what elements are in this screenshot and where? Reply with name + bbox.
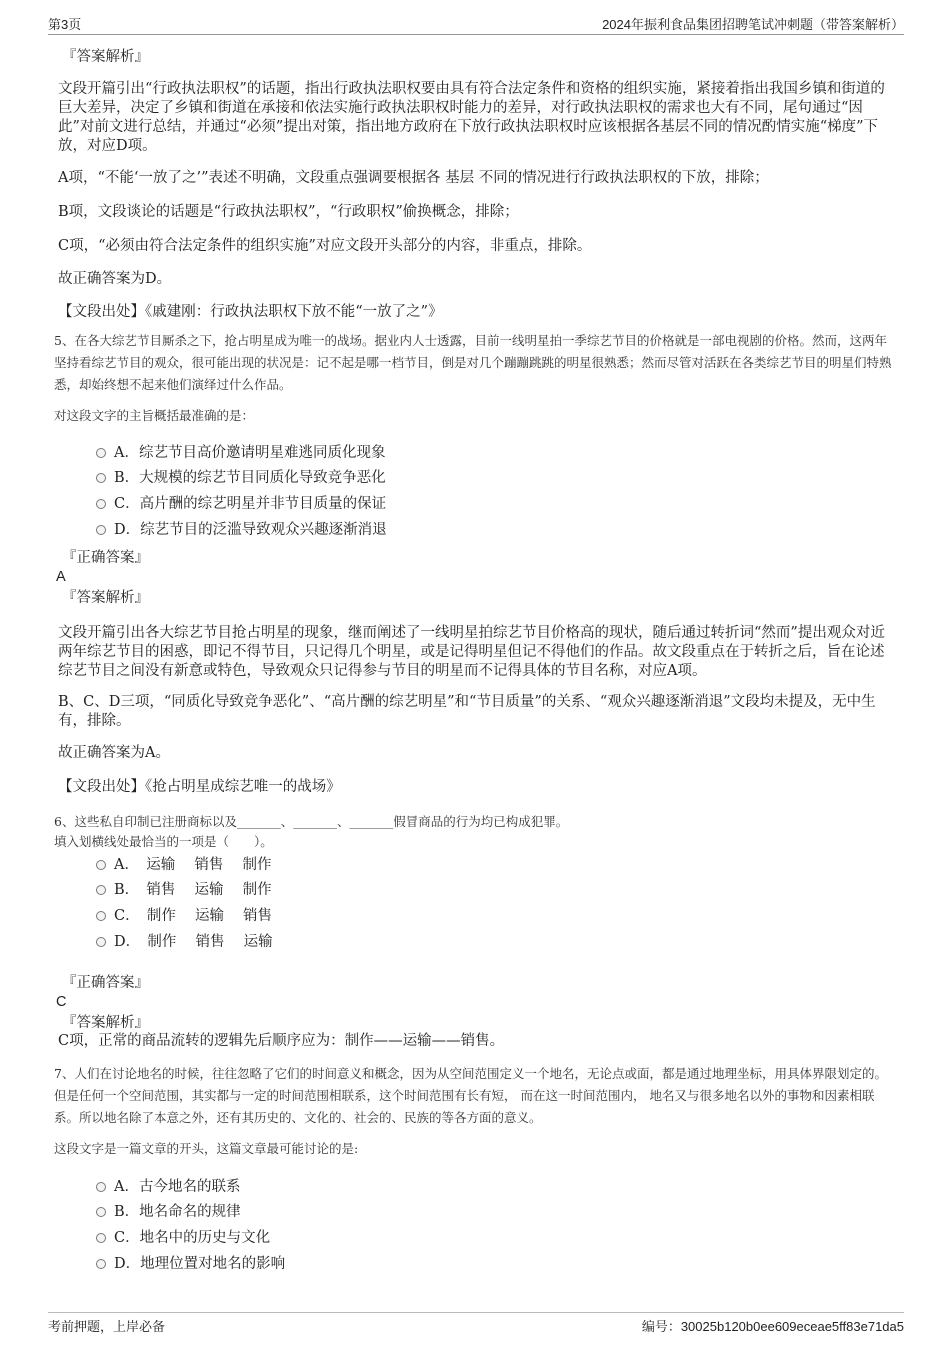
q5-analysis-paragraph: 文段开篇引出各大综艺节目抢占明星的现象，继而阐述了一线明星拍综艺节目价格高的现状，随后通过转折词“然而”提出观众对近两年综艺节目的困惑，即记不得节目，只记得几个明星，或是记得明星但记不得他们的作品。故文段重点在于转折之后，旨在论述综艺节目之间没有新意或特色，导致观众只记得参与节目的明星而不记得具体的节目名称，对应A项。 <box>58 625 885 679</box>
q6-answer-label: 『正确答案』 <box>62 975 149 991</box>
q6-option-d[interactable] <box>96 933 273 951</box>
q7-option-c[interactable] <box>96 1229 270 1247</box>
q5-option-b[interactable] <box>96 469 386 487</box>
page-header <box>48 14 904 35</box>
q5-option-b-label: B．大规模的综艺节目同质化导致竞争恶化 <box>114 470 386 486</box>
q5-option-a-label: A．综艺节目高价邀请明星难逃同质化现象 <box>114 445 386 461</box>
radio-icon[interactable] <box>96 1182 106 1192</box>
q5-answer-label: 『正确答案』 <box>62 550 149 566</box>
q7-option-c-label: C．地名中的历史与文化 <box>114 1230 271 1246</box>
radio-icon[interactable] <box>96 911 106 921</box>
q6-option-b-label: B． 销售 运输 制作 <box>114 882 272 898</box>
q7-option-d-label: D．地理位置对地名的影响 <box>114 1256 286 1272</box>
radio-icon[interactable] <box>96 885 106 895</box>
q5-option-a[interactable] <box>96 444 385 462</box>
q6-analysis-label: 『答案解析』 <box>62 1015 149 1031</box>
radio-icon[interactable] <box>96 473 106 483</box>
radio-icon[interactable] <box>96 1259 106 1269</box>
q7-prompt: 这段文字是一篇文章的开头，这篇文章最可能讨论的是: <box>54 1141 359 1156</box>
document-title: 2024年振利食品集团招聘笔试冲刺题（带答案解析） <box>602 17 904 32</box>
q7-option-a[interactable] <box>96 1178 240 1196</box>
q7-option-a-label: A．古今地名的联系 <box>114 1179 241 1195</box>
q5-source: 【文段出处】《抢占明星成综艺唯一的战场》 <box>58 779 341 795</box>
q5-analysis-label: 『答案解析』 <box>62 590 149 606</box>
page-number: 第3页 <box>48 17 82 32</box>
q6-prompt: 填入划横线处最恰当的一项是（ ）。 <box>54 834 273 849</box>
q4-source: 【文段出处】《戚建刚：行政执法职权下放不能“一放了之”》 <box>58 304 443 320</box>
q5-option-c-label: C．高片酬的综艺明星并非节目质量的保证 <box>114 496 387 512</box>
q6-option-a[interactable] <box>96 856 271 874</box>
q4-analysis-paragraph: 文段开篇引出“行政执法职权”的话题，指出行政执法职权要由具有符合法定条件和资格的组织实施，紧接着指出我国乡镇和街道的巨大差异，决定了乡镇和街道在承接和依法实施行政执法职权时能力的差异，对行政执法职权的需求也大有不同，尾句通过“因此”对前文进行总结，并通过“必须”提出对策，指出地方政府在下放行政执法职权时应该根据各基层不同的情况酌情实施“梯度”下放，对应D项。 <box>58 81 885 154</box>
q6-option-d-label: D． 制作 销售 运输 <box>114 934 273 950</box>
q7-option-b[interactable] <box>96 1203 241 1221</box>
q5-conclusion: 故正确答案为A。 <box>58 745 170 761</box>
q7-option-b-label: B．地名命名的规律 <box>114 1204 241 1220</box>
radio-icon[interactable] <box>96 448 106 458</box>
q6-option-b[interactable] <box>96 881 272 899</box>
q5-answer: A <box>56 569 66 585</box>
q5-stem: 5、在各大综艺节目厮杀之下，抢占明星成为唯一的战场。据业内人士透露，目前一线明星拍一季综艺节目的价格就是一部电视剧的价格。然而，这两年坚持看综艺节目的观众，很可能出现的状况是：记不起是哪一档节目，倒是对几个蹦蹦跳跳的明星很熟悉；然而尽管对活跃在各类综艺节目的明星们特熟悉，却始终想不起来他们演绎过什么作品。 <box>54 333 892 392</box>
q5-option-d[interactable] <box>96 521 387 539</box>
q7-stem: 7、人们在讨论地名的时候，往往忽略了它们的时间意义和概念，因为从空间范围定义一个地名，无论点或面，都是通过地理坐标，用具体界限划定的。但是任何一个空间范围，其实都与一定的时间范围相联系，这个时间范围有长有短， 而在这一时间范围内， 地名又与很多地名以外的事物和因素相联系。所以地名除了本意之外，还有其历史的、文化的、社会的、民族的等各方面的意义。 <box>54 1066 887 1125</box>
q6-analysis-paragraph: C项，正常的商品流转的逻辑先后顺序应为：制作——运输——销售。 <box>58 1033 505 1049</box>
q5-option-c[interactable] <box>96 495 386 513</box>
q6-answer: C <box>56 994 67 1010</box>
q4-analysis-label: 『答案解析』 <box>62 49 149 65</box>
radio-icon[interactable] <box>96 1207 106 1217</box>
footer-slogan: 考前押题，上岸必备 <box>48 1319 166 1334</box>
radio-icon[interactable] <box>96 937 106 947</box>
radio-icon[interactable] <box>96 860 106 870</box>
document-code: 编号：30025b120b0ee609eceae5ff83e71da5 <box>641 1319 904 1334</box>
q5-analysis-other-options: B、C、D三项，“同质化导致竞争恶化”、“高片酬的综艺明星”和“节目质量”的关系、“观众兴趣逐渐消退”文段均未提及，无中生有，排除。 <box>58 694 876 729</box>
q4-analysis-option-c: C项，“必须由符合法定条件的组织实施”对应文段开头部分的内容，非重点，排除。 <box>58 238 592 254</box>
q5-prompt: 对这段文字的主旨概括最准确的是： <box>54 408 255 423</box>
q6-option-c-label: C． 制作 运输 销售 <box>114 908 273 924</box>
q4-analysis-option-a: A项，“不能‘一放了之’”表述不明确，文段重点强调要根据各 基层 不同的情况进行行政执法职权的下放，排除； <box>58 170 769 186</box>
q7-option-d[interactable] <box>96 1255 285 1273</box>
radio-icon[interactable] <box>96 525 106 535</box>
radio-icon[interactable] <box>96 499 106 509</box>
q6-stem: 6、这些私自印制已注册商标以及_______、_______、_______假冒商品的行为均已构成犯罪。 <box>54 814 569 829</box>
radio-icon[interactable] <box>96 1233 106 1243</box>
q6-option-c[interactable] <box>96 907 272 925</box>
q4-analysis-option-b: B项，文段谈论的话题是“行政执法职权”，“行政职权”偷换概念，排除； <box>58 204 519 220</box>
q5-option-d-label: D．综艺节目的泛滥导致观众兴趣逐渐消退 <box>114 522 387 538</box>
q4-conclusion: 故正确答案为D。 <box>58 271 172 287</box>
q6-option-a-label: A． 运输 销售 制作 <box>114 857 272 873</box>
page-footer <box>48 1312 904 1335</box>
